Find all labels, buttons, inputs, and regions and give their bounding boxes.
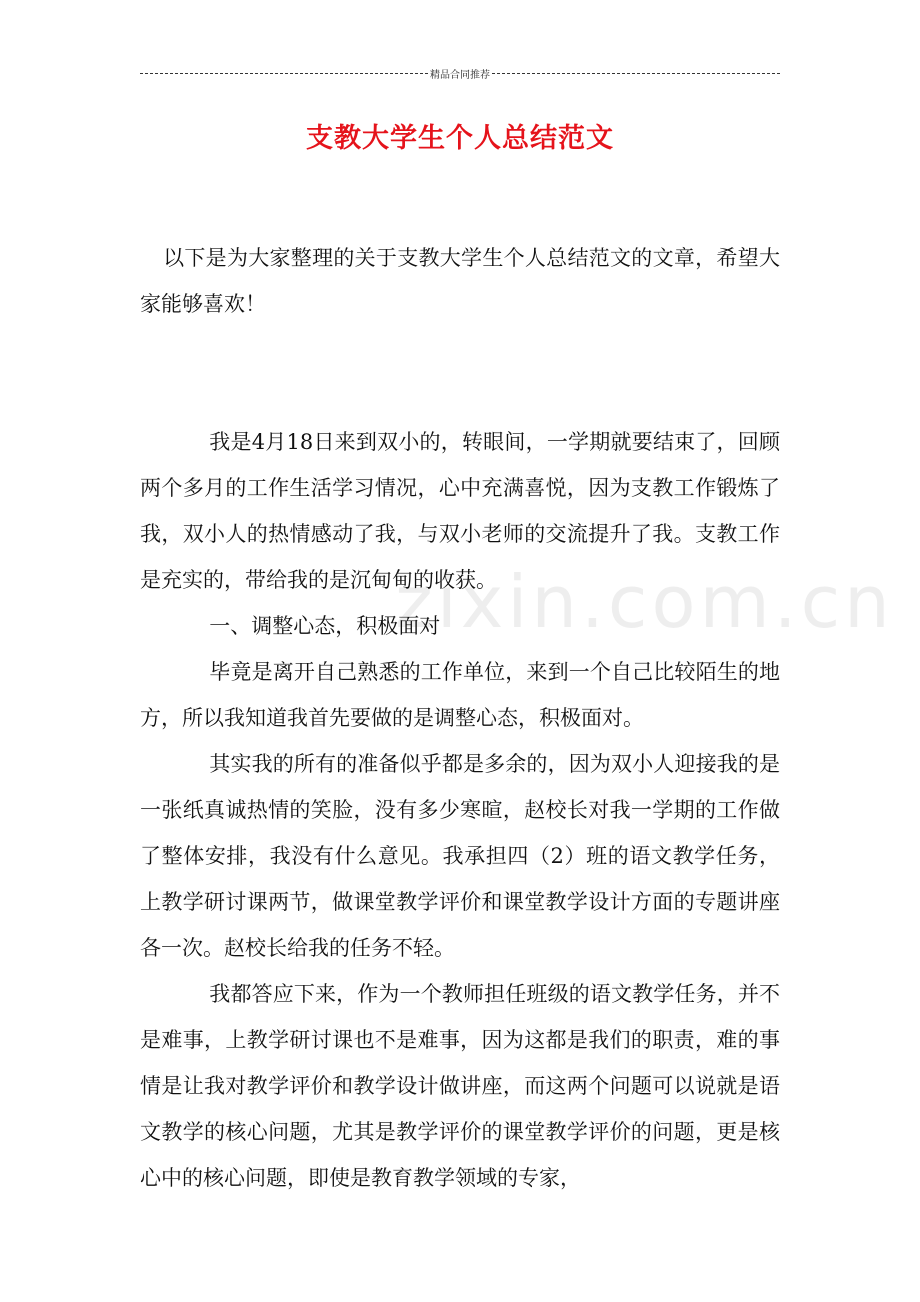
header-dash-right <box>492 73 780 74</box>
watermark: zixin.com.cn <box>395 560 894 644</box>
paragraph-spacer <box>140 327 780 419</box>
intro-paragraph: 以下是为大家整理的关于支教大学生个人总结范文的文章，希望大家能够喜欢！ <box>140 246 780 316</box>
body-paragraph: 我都答应下来，作为一个教师担任班级的语文教学任务，并不是难事，上教学研讨课也不是难事，因为这都是我们的职责，难的事情是让我对教学评价和教学设计做讲座，而这两个问题可以说就是语文教学的核心问题，尤其是教学评价的课堂教学评价的问题，更是核心中的核心问题，即使是教育教学领域的专家， <box>140 982 780 1190</box>
header-rule <box>140 66 780 80</box>
body-paragraph: 其实我的所有的准备似乎都是多余的，因为双小人迎接我的是一张纸真诚热情的笑脸，没有多少寒暄，赵校长对我一学期的工作做了整体安排，我没有什么意见。我承担四（2）班的语文教学任务，上教学研讨课两节，做课堂教学评价和课堂教学设计方面的专题讲座各一次。赵校长给我的任务不轻。 <box>140 752 780 960</box>
header-dash-left <box>140 73 428 74</box>
header-label: 精品合同推荐 <box>430 69 490 81</box>
body-paragraph: 我是4月18日来到双小的，转眼间，一学期就要结束了，回顾两个多月的工作生活学习情况，心中充满喜悦，因为支教工作锻炼了我，双小人的热情感动了我，与双小老师的交流提升了我。支教工作是充实的，带给我的是沉甸甸的收获。 <box>140 430 780 592</box>
document-title: 支教大学生个人总结范文 <box>306 123 614 154</box>
body-paragraph: 毕竟是离开自己熟悉的工作单位，来到一个自己比较陌生的地方，所以我知道我首先要做的是调整心态，积极面对。 <box>140 660 780 730</box>
document-body <box>140 235 780 1201</box>
section-heading: 一、调整心态，积极面对 <box>209 614 441 638</box>
